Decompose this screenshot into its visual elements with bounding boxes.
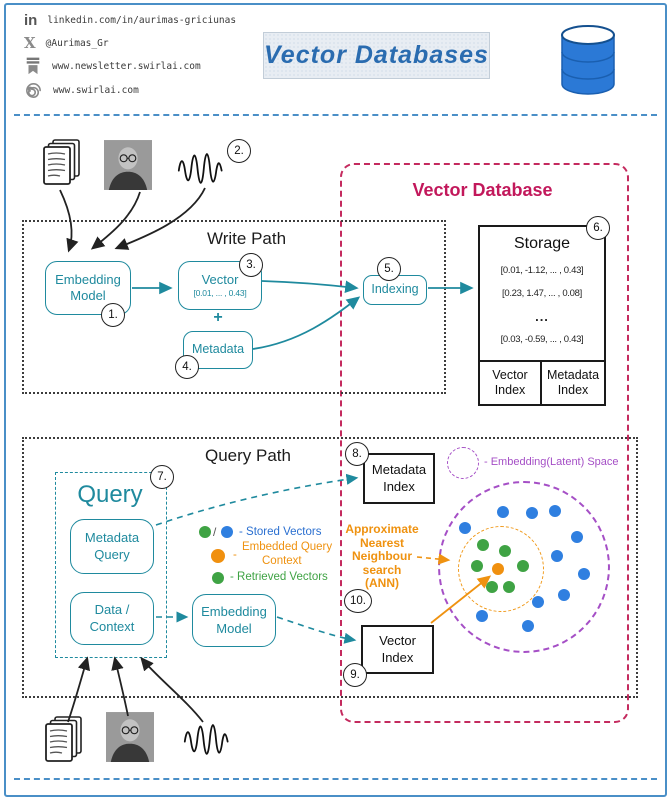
embedding-space-legend-circle: [447, 447, 479, 479]
social-row-x: [24, 32, 109, 54]
waveform-icon: [183, 718, 233, 758]
social-link-text: linkedin.com/in/aurimas-griciunas: [47, 14, 237, 26]
legend-stored-vectors: - Stored Vectors: [239, 526, 322, 538]
step-badge-5: 5.: [377, 257, 401, 281]
blue-vector-dot: [459, 522, 471, 534]
blue-vector-dot: [558, 589, 570, 601]
linkedin-icon: in: [24, 11, 38, 29]
step-badge-6: 6.: [586, 216, 610, 240]
social-row-newsletter: [24, 55, 201, 77]
blue-vector-dot: [551, 550, 563, 562]
green-vector-dot: [477, 539, 489, 551]
legend-embedded-query-line1: Embedded Query: [242, 541, 333, 553]
page-title-box: [263, 32, 490, 79]
ann-line: Neighbour: [352, 549, 412, 563]
embedding-model-query-box: Embedding Model: [192, 594, 276, 647]
step-badge-3: 3.: [239, 253, 263, 277]
step-badge-8: 8.: [345, 442, 369, 466]
database-icon: [560, 24, 616, 96]
storage-box: [478, 225, 606, 406]
legend-retrieved-vectors: - Retrieved Vectors: [230, 571, 328, 583]
step-badge-1: 1.: [101, 303, 125, 327]
blue-vector-dot: [526, 507, 538, 519]
green-dot-legend: [199, 526, 211, 538]
vector-database-title: Vector Database: [412, 180, 553, 200]
indexing-box: Indexing: [363, 275, 427, 305]
orange-vector-dot: [492, 563, 504, 575]
green-vector-dot: [471, 560, 483, 572]
query-path-label: Query Path: [205, 446, 291, 465]
write-path-label: Write Path: [207, 229, 287, 248]
vector-index-cell: Vector Index: [492, 368, 528, 397]
metadata-index-cell: Metadata Index: [540, 362, 604, 404]
data-context-box: Data / Context: [70, 592, 154, 645]
query-label: Query: [77, 481, 143, 508]
storage-footer: [480, 360, 604, 404]
waveform-icon: [177, 147, 227, 187]
step-badge-10: 10.: [344, 589, 372, 613]
social-link-text: @Aurimas_Gr: [45, 37, 109, 49]
legend-embedded-query-line2: Context: [262, 555, 302, 567]
green-vector-dot: [499, 545, 511, 557]
blue-vector-dot: [476, 610, 488, 622]
metadata-box: Metadata: [183, 331, 253, 369]
social-link-text: www.swirlai.com: [53, 84, 139, 96]
ann-line: (ANN): [365, 576, 399, 590]
blue-vector-dot: [532, 596, 544, 608]
vector-value: [0.01, ... , 0.43]: [193, 288, 247, 299]
social-link-text: www.newsletter.swirlai.com: [52, 60, 201, 72]
newsletter-icon: [24, 56, 42, 76]
green-vector-dot: [503, 581, 515, 593]
embedding-model-box: Embedding Model: [45, 261, 131, 315]
ann-line: search: [362, 562, 402, 577]
green-vector-dot: [517, 560, 529, 572]
storage-row: ...: [535, 309, 549, 324]
ann-line: Approximate: [345, 522, 419, 536]
blue-dot-legend: [221, 526, 233, 538]
plus-sign: +: [213, 309, 223, 326]
step-badge-4: 4.: [175, 355, 199, 379]
ann-line: Nearest: [359, 535, 405, 550]
step-badge-7: 7.: [150, 465, 174, 489]
user-photo: [106, 712, 154, 762]
header-separator-line: [14, 114, 657, 116]
social-row-linkedin: [24, 9, 236, 31]
embedding-space-label: - Embedding(Latent) Space: [484, 456, 619, 468]
storage-row: [0.03, -0.59, ... , 0.43]: [500, 334, 584, 345]
blue-vector-dot: [578, 568, 590, 580]
page-title: Vector Databases: [264, 41, 489, 69]
vector-box-label: Vector: [201, 272, 239, 288]
documents-icon: [44, 715, 84, 765]
swirl-icon: [24, 81, 43, 100]
vector-index-box: Vector Index: [361, 625, 434, 674]
orange-dot-legend: [211, 549, 225, 563]
blue-vector-dot: [571, 531, 583, 543]
user-photo: [104, 140, 152, 190]
documents-icon: [42, 138, 82, 188]
footer-separator-line: [14, 778, 657, 780]
blue-vector-dot: [522, 620, 534, 632]
green-vector-dot: [486, 581, 498, 593]
metadata-query-box: Metadata Query: [70, 519, 154, 574]
blue-vector-dot: [549, 505, 561, 517]
storage-row: [0.01, -1.12, ... , 0.43]: [500, 265, 584, 276]
green-dot-legend: [212, 572, 224, 584]
x-icon: X: [24, 33, 36, 52]
metadata-index-box: Metadata Index: [363, 453, 435, 504]
step-badge-9: 9.: [343, 663, 367, 687]
legend-slash: /: [213, 525, 217, 539]
ann-label: [339, 523, 425, 591]
social-row-swirl: [24, 79, 139, 101]
storage-row: [0.23, 1.47, ... , 0.08]: [502, 288, 582, 299]
storage-title: Storage: [513, 235, 571, 252]
step-badge-2: 2.: [227, 139, 251, 163]
legend-embedded-dash: -: [233, 549, 237, 561]
blue-vector-dot: [497, 506, 509, 518]
